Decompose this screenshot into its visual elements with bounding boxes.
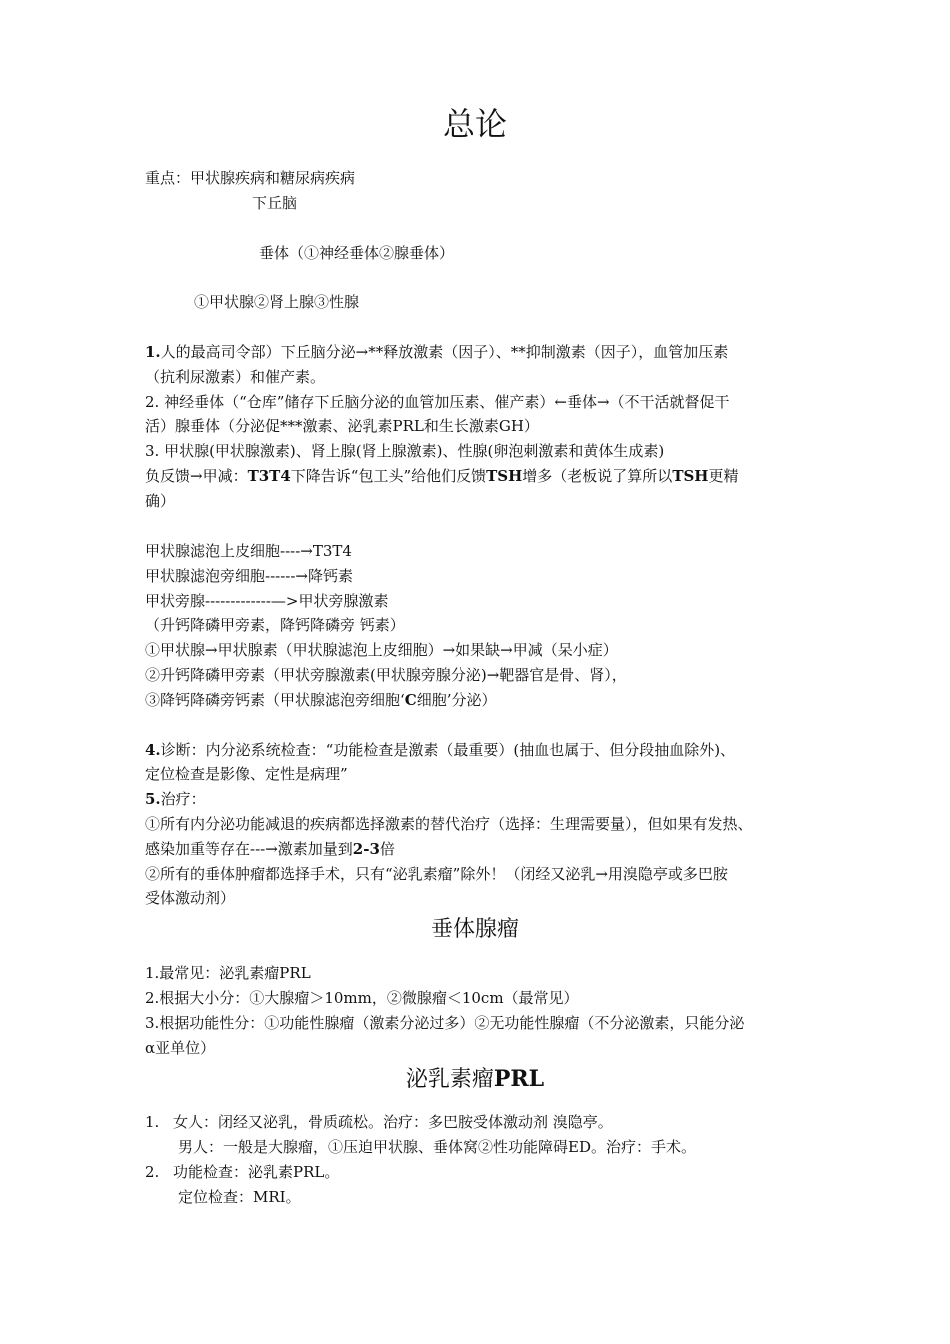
point-5-number: 5. [145,790,161,808]
glands-label: ①甲状腺②肾上腺③性腺 [194,293,360,311]
prolactinoma-item-2-number: 2. [145,1163,160,1181]
point-4-text: 诊断：内分泌系统检查：“功能检查是激素（最重要）(抽血也属于、但分段抽血除外)、 [160,741,736,759]
point-4-line-1 [145,740,735,760]
adenoma-line-3: 3.根据功能性分：①功能性腺瘤（激素分泌过多）②无功能性腺瘤（不分泌激素，只能分泌 [145,1014,745,1032]
pituitary-label: 垂体（①神经垂体②腺垂体） [259,244,455,262]
cell-line-4: （升钙降磷甲旁素，降钙降磷旁 钙素） [145,616,405,634]
point-5-item-2-line-2: 受体激动剂） [145,889,236,907]
feedback-line-2: 确） [145,492,176,510]
prolactinoma-title-prl: PRL [493,1066,545,1092]
cell-line-3: 甲状旁腺-------------—>甲状旁腺激素 [145,592,389,610]
point-5-head: 治疗： [160,790,206,808]
point-5-text: 感染加重等存在---→激素加量到 [145,840,353,858]
feedback-text-a: 负反馈→甲减： [145,467,248,485]
cell-line-1: 甲状腺滤泡上皮细胞----→T3T4 [145,542,352,560]
cell-line-6: ②升钙降磷甲旁素（甲状旁腺激素(甲状腺旁腺分泌)→靶器官是骨、肾）， [145,666,627,684]
section-prolactinoma-title [0,1064,950,1095]
point-1-line-1 [145,342,728,362]
feedback-tsh-1: TSH [486,467,523,485]
prolactinoma-item-2-line-1: 功能检查：泌乳素PRL。 [173,1163,340,1181]
point-5-item-2-line-1: ②所有的垂体肿瘤都选择手术，只有“泌乳素瘤”除外！（闭经又泌乳→用溴隐亭或多巴胺 [145,865,728,883]
point-1-line-2: （抗利尿激素）和催产素。 [145,368,326,386]
cell-line-7 [145,690,497,710]
point-2-line-1: 2. 神经垂体（“仓库”储存下丘脑分泌的血管加压素、催产素）←垂体→（不干活就督促干 [145,393,730,411]
feedback-text-g: 更精 [708,467,739,485]
adenoma-line-4: α亚单位） [145,1039,216,1057]
feedback-line-1 [145,466,739,486]
cell-7-c-letter: C [404,691,417,709]
cell-line-2: 甲状腺滤泡旁细胞------→降钙素 [145,567,353,585]
hypothalamus-label: 下丘脑 [252,194,298,212]
point-5-heading [145,789,206,809]
feedback-tsh-2: TSH [672,467,709,485]
focus-line: 重点：甲状腺疾病和糖尿病疾病 [145,169,356,187]
point-1-number: 1. [145,343,161,361]
point-5-item-1-line-2 [145,839,395,859]
point-1-text: 人的最高司令部）下丘脑分泌→**释放激素（因子）、**抑制激素（因子），血管加压素 [160,343,729,361]
prolactinoma-title-text: 泌乳素瘤 [405,1067,494,1092]
feedback-t3t4: T3T4 [247,467,291,485]
prolactinoma-item-1-line-2: 男人：一般是大腺瘤，①压迫甲状腺、垂体窝②性功能障碍ED。治疗：手术。 [178,1138,696,1156]
prolactinoma-item-1-line-1: 女人：闭经又泌乳，骨质疏松。治疗：多巴胺受体激动剂 溴隐亭。 [173,1113,613,1131]
point-5-suffix: 倍 [379,840,395,858]
point-2-line-2: 活）腺垂体（分泌促***激素、泌乳素PRL和生长激素GH） [145,417,539,435]
point-4-number: 4. [145,741,161,759]
adenoma-line-2: 2.根据大小分：①大腺瘤＞10mm，②微腺瘤＜10cm（最常见） [145,989,579,1007]
feedback-text-e: 增多（老板说了算所以 [522,467,673,485]
point-5-dose: 2-3 [352,840,380,858]
point-5-item-1-line-1: ①所有内分泌功能减退的疾病都选择激素的替代治疗（选择：生理需要量），但如果有发热、 [145,815,753,833]
prolactinoma-item-2-line-2: 定位检查：MRI。 [178,1188,301,1206]
point-3-line: 3. 甲状腺(甲状腺激素)、肾上腺(肾上腺激素)、性腺(卵泡刺激素和黄体生成素) [145,442,665,460]
cell-7-text-a: ③降钙降磷旁钙素（甲状腺滤泡旁细胞‘ [145,691,405,709]
feedback-text-c: 下降告诉“包工头”给他们反馈 [290,467,487,485]
prolactinoma-item-1-number: 1. [145,1113,160,1131]
adenoma-line-1: 1.最常见：泌乳素瘤PRL [145,964,311,982]
cell-7-text-c: 细胞’分泌） [416,691,497,709]
point-4-line-2: 定位检查是影像、定性是病理” [145,765,348,783]
section-pituitary-adenoma-title: 垂体腺瘤 [430,917,519,942]
cell-line-5: ①甲状腺→甲状腺素（甲状腺滤泡上皮细胞）→如果缺→甲减（呆小症） [145,641,618,659]
page-title: 总论 [442,105,507,143]
